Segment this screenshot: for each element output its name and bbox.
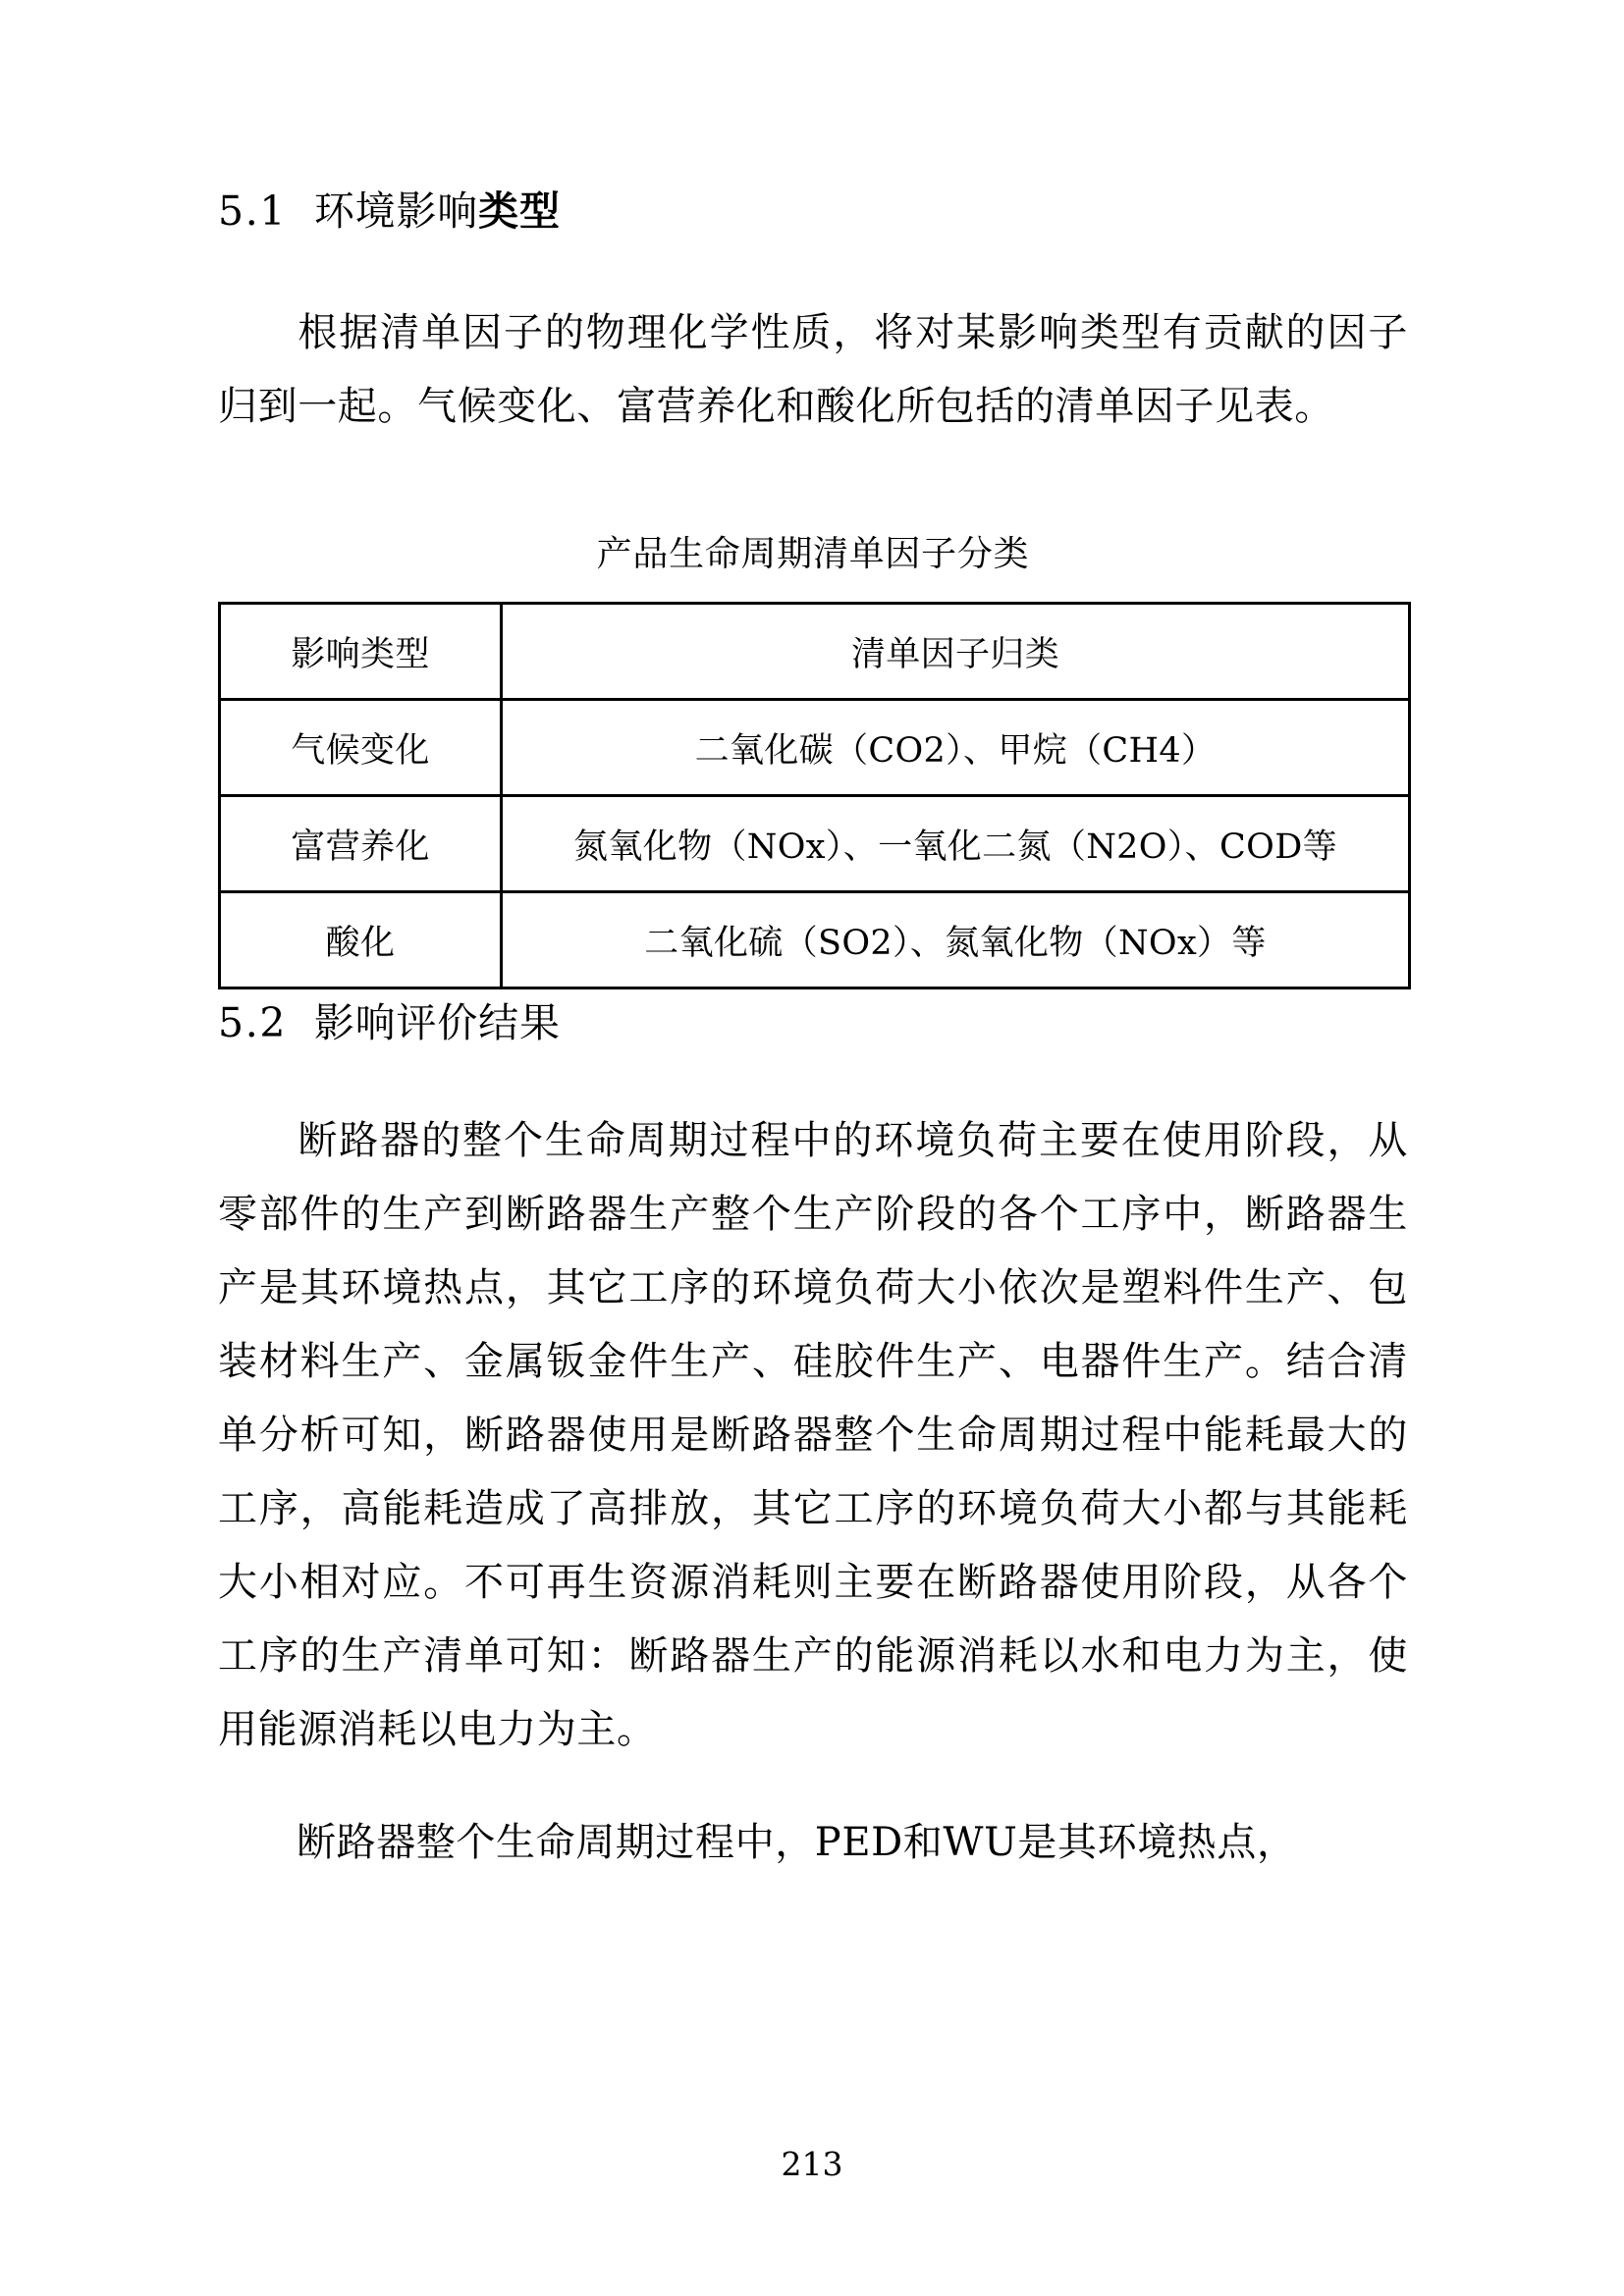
table-cell-impact-type: 气候变化	[220, 700, 502, 796]
page-content	[218, 0, 1408, 1919]
table-row	[220, 892, 1410, 988]
caption-top-spacer	[218, 483, 1408, 526]
section-5-1-paragraph-text: 根据清单因子的物理化学性质，将对某影响类型有贡献的因子归到一起。气候变化、富营养化和酸化所包括的清单因子见表。	[218, 310, 1408, 429]
section-5-1-number: 5.1	[218, 187, 288, 235]
section-5-2-number: 5.2	[218, 999, 288, 1046]
section-5-2-paragraph-1	[218, 1104, 1408, 1767]
table-header-impact-type: 影响类型	[220, 604, 502, 700]
top-margin-spacer	[218, 0, 1408, 191]
table-header-row	[220, 604, 1410, 700]
section-5-1-title-normal: 环境影响	[313, 187, 479, 235]
table-row	[220, 796, 1410, 892]
section-5-1-title-strong: 类型	[478, 187, 561, 235]
section-5-1-paragraph	[218, 296, 1408, 444]
table-cell-factors: 二氧化碳（CO2）、甲烷（CH4）	[502, 700, 1410, 796]
inventory-factor-table	[218, 602, 1411, 989]
table-header-factor-class: 清单因子归类	[502, 604, 1410, 700]
table-row	[220, 700, 1410, 796]
section-5-2-title: 影响评价结果	[313, 999, 561, 1046]
table-cell-impact-type: 富营养化	[220, 796, 502, 892]
table-cell-factors: 氮氧化物（NOx）、一氧化二氮（N2O）、COD等	[502, 796, 1410, 892]
heading-space	[287, 999, 314, 1046]
section-5-2-heading-spacer	[218, 1043, 1408, 1065]
table-cell-factors: 二氧化硫（SO2）、氮氧化物（NOx）等	[502, 892, 1410, 988]
heading-space	[287, 187, 314, 235]
heading-spacer	[218, 232, 1408, 257]
section-5-2-paragraph-1-text: 断路器的整个生命周期过程中的环境负荷主要在使用阶段，从零部件的生产到断路器生产整个生产阶段的各个工序中，断路器生产是其环境热点，其它工序的环境负荷大小依次是塑料件生产、包装材料生产、金属钣金件生产、硅胶件生产、电器件生产。结合清单分析可知，断路器使用是断路器整个生命周期过程中能耗最大的工序，高能耗造成了高排放，其它工序的环境负荷大小都与其能耗大小相对应。不可再生资源消耗则主要在断路器使用阶段，从各个工序的生产清单可知：断路器生产的能源消耗以水和电力为主，使用能源消耗以电力为主。	[218, 1118, 1408, 1752]
page-number: 213	[781, 2145, 843, 2183]
section-5-2-paragraph-2-text: 断路器整个生命周期过程中，PED和WU是其环境热点，	[297, 1820, 1297, 1865]
table-cell-impact-type: 酸化	[220, 892, 502, 988]
caption-bottom-spacer	[218, 576, 1408, 602]
table-caption: 产品生命周期清单因子分类	[596, 534, 1030, 574]
section-5-1-heading	[218, 187, 1408, 235]
section-5-2-paragraph-2	[218, 1806, 1408, 1880]
section-5-2-heading	[218, 999, 1408, 1046]
